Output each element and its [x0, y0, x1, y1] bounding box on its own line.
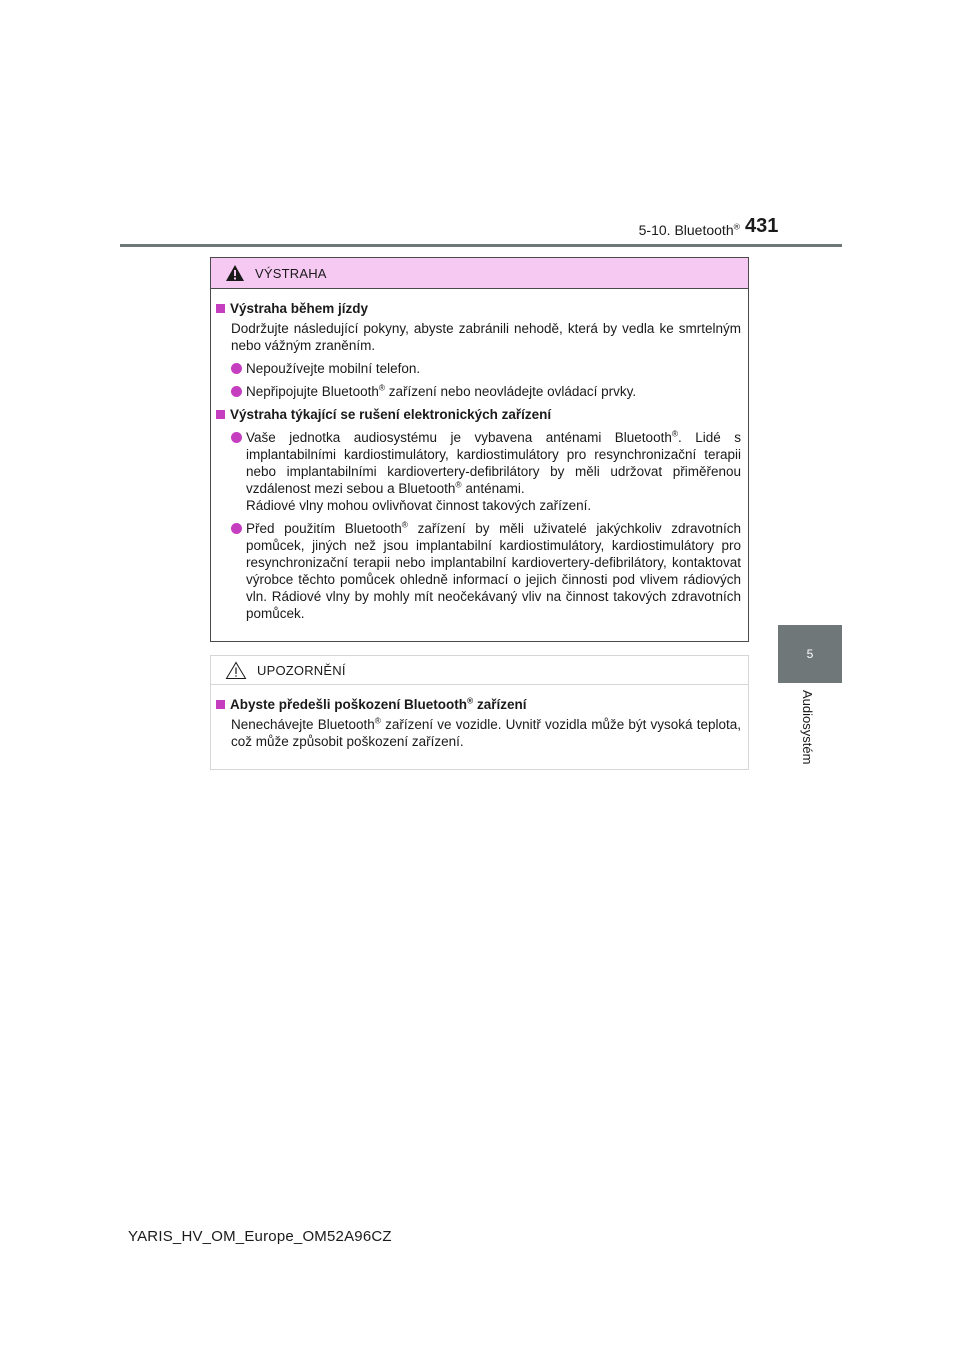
- bullet-text: anténami.: [461, 481, 525, 496]
- caution-title: UPOZORNĚNÍ: [257, 662, 346, 678]
- round-bullet-icon: [231, 386, 242, 397]
- para-text: zařízení ve vozidle. Uvnitř vozidla může být vysoká teplota, což může způsobit poškození zařízení.: [231, 717, 741, 749]
- registered-mark: ®: [733, 221, 740, 232]
- header-rule: [120, 244, 842, 247]
- registered-mark: ®: [401, 519, 408, 530]
- caution-section1-text: [216, 716, 741, 750]
- bullet-text: Rádiové vlny mohou ovlivňovat činnost takových zařízení.: [246, 498, 592, 513]
- warning-section-title: [216, 406, 741, 423]
- chapter-number: 5: [806, 647, 814, 661]
- caution-section-title: [216, 696, 741, 713]
- bullet-text: Vaše jednotka audiosystému je vybavena anténami Bluetooth: [246, 430, 672, 445]
- warning-header: [211, 258, 748, 289]
- bullet-text: zařízení by měli uživatelé jakýchkoliv zdravotních pomůcek, jiných než jsou implantabilní kardiostimulátory, kardiostimulátory pro resynchronizační terapii nebo implantabilní kardiovertery-defibrilátory, kontaktovat výrobce těchto pomůcek ohledně informací o jejich činnosti pod vlivem rádiových vln. Rádiové vlny by mohly mít neočekávaný vliv na činnost takových zdravotních pomůcek.: [246, 521, 741, 621]
- section-title-text: 5-10. Bluetooth: [638, 222, 734, 238]
- round-bullet-icon: [231, 432, 242, 443]
- title-text: zařízení: [473, 697, 527, 712]
- warning-section-title: [216, 300, 741, 317]
- registered-mark: ®: [455, 479, 462, 490]
- para-text: Nenechávejte Bluetooth: [231, 717, 375, 732]
- registered-mark: ®: [671, 428, 679, 439]
- caution-section1-title: [230, 696, 527, 713]
- bullet-text: . Lidé s implantabilními kardiostimulátory, kardiostimulátory pro resynchronizační terapii nebo implantabilními kardiovertery-defibrilátory by měli udržovat přiměřenou vzdálenost mezi sebou a Bluetooth: [246, 430, 741, 496]
- square-bullet-icon: [216, 304, 225, 313]
- warning-title: VÝSTRAHA: [255, 265, 327, 281]
- chapter-tab: [778, 625, 842, 683]
- list-item: [216, 429, 741, 514]
- bullet-text: Nepřipojujte Bluetooth: [246, 384, 379, 399]
- warning-section2-bullet2: [246, 520, 741, 622]
- registered-mark: ®: [378, 382, 386, 393]
- caution-box: [210, 655, 749, 770]
- bullet-text: Před použitím Bluetooth: [246, 521, 402, 536]
- round-bullet-icon: [231, 363, 242, 374]
- page-number: 431: [745, 215, 779, 237]
- registered-mark: ®: [467, 695, 474, 706]
- warning-section1-title: Výstraha během jízdy: [230, 301, 369, 316]
- registered-mark: ®: [374, 715, 381, 726]
- warning-box: [210, 257, 749, 642]
- warning-body: [211, 289, 748, 622]
- chapter-label: Audiosystém: [800, 690, 815, 765]
- caution-header: [211, 656, 748, 685]
- square-bullet-icon: [216, 410, 225, 419]
- list-item: [216, 360, 741, 377]
- warning-section2-title: Výstraha týkající se rušení elektronických zařízení: [230, 407, 552, 422]
- list-item: [216, 383, 741, 400]
- warning-triangle-icon: [225, 264, 245, 282]
- caution-triangle-icon: [225, 661, 247, 680]
- bullet-text: zařízení nebo neovládejte ovládací prvky.: [385, 384, 637, 399]
- warning-section1-intro: Dodržujte následující pokyny, abyste zabránili nehodě, která by vedla ke smrtelným nebo vážným zraněním.: [231, 321, 741, 353]
- document-code: YARIS_HV_OM_Europe_OM52A96CZ: [128, 1228, 392, 1245]
- warning-section1-bullet1: Nepoužívejte mobilní telefon.: [246, 361, 421, 376]
- caution-body: [211, 685, 748, 750]
- warning-section2-bullet1: [246, 429, 741, 514]
- list-item: [216, 520, 741, 622]
- warning-section1-bullet2: [246, 383, 741, 400]
- round-bullet-icon: [231, 523, 242, 534]
- section-title: [560, 222, 740, 238]
- title-text: Abyste předešli poškození Bluetooth: [230, 697, 468, 712]
- square-bullet-icon: [216, 700, 225, 709]
